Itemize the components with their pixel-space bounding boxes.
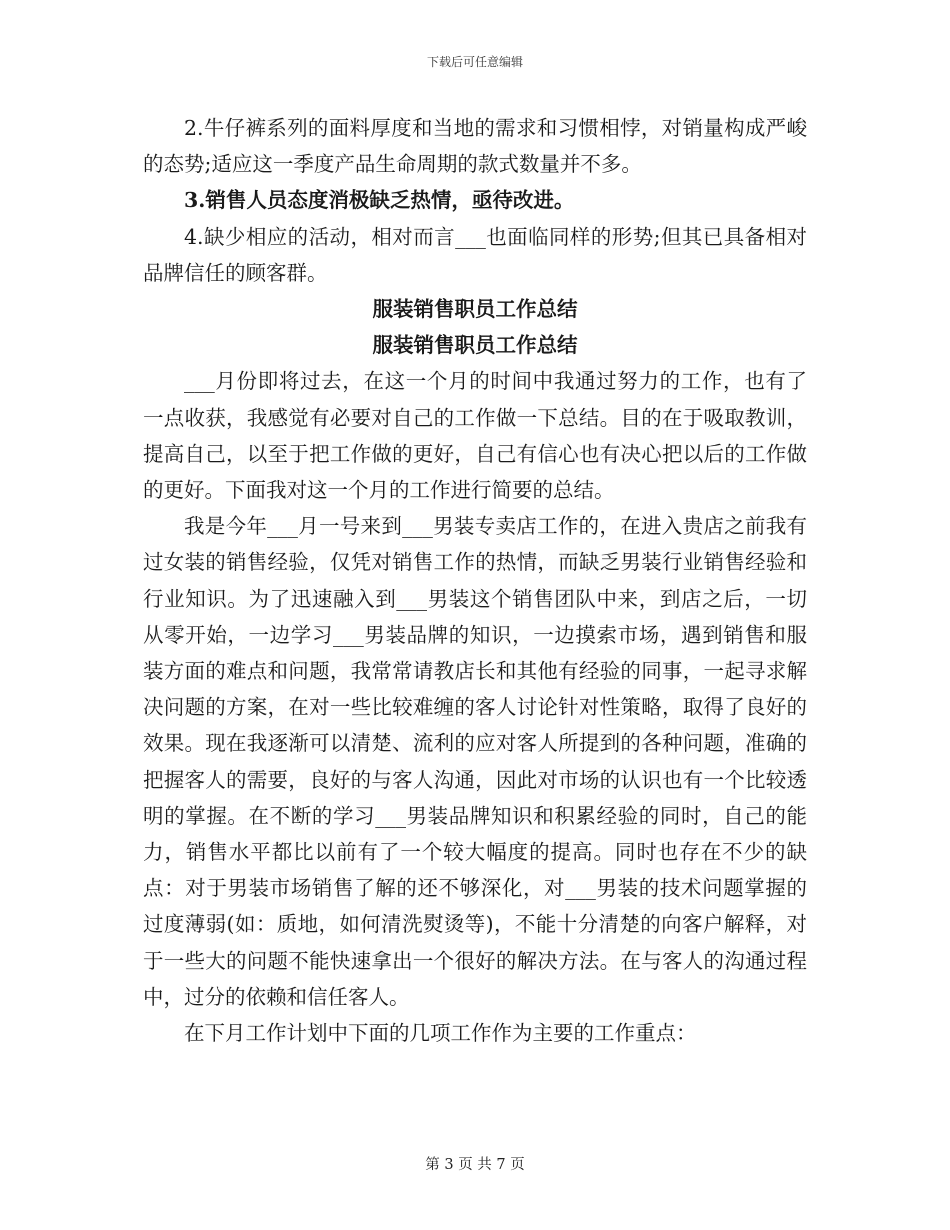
section-subtitle: 服装销售职员工作总结 — [372, 333, 578, 358]
page-footer: 第 3 页 共 7 页 — [425, 1157, 525, 1173]
paragraph-intro: ___月份即将过去，在这一个月的时间中我通过努力的工作，也有了一点收获，我感觉有必要对自己的工作做一下总结。目的在于吸取教训，提高自己，以至于把工作做的更好，自己有信心也有决心把以后的工作做的更好。下面我对这一个月的工作进行简要的总结。 — [143, 369, 807, 503]
paragraph-next-month-plan: 在下月工作计划中下面的几项工作作为主要的工作重点： — [184, 1021, 697, 1046]
paragraph-staff-attitude: 3.销售人员态度消极缺乏热情，亟待改进。 — [184, 188, 575, 213]
paragraph-experience: 我是今年___月一号来到___男装专卖店工作的，在进入贵店之前我有过女装的销售经验，仅凭对销售工作的热情，而缺乏男装行业销售经验和行业知识。为了迅速融入到___男装这个销售团队中来，到店之后，一切从零开始，一边学习___男装品牌的知识，一边摸索市场，遇到销售和服装方面的难点和问题，我常常请教店长和其他有经验的同事，一起寻求解决问题的方案，在对一些比较难缠的客人讨论针对性策略，取得了良好的效果。现在我逐渐可以清楚、流利的应对客人所提到的各种问题，准确的把握客人的需要，良好的与客人沟通，因此对市场的认识也有一个比较透明的掌握。在不断的学习___男装品牌知识和积累经验的同时，自己的能力，销售水平都比以前有了一个较大幅度的提高。同时也存在不少的缺点：对于男装市场销售了解的还不够深化，对___男装的技术问题掌握的过度薄弱(如：质地，如何清洗熨烫等)，不能十分清楚的向客户解释，对于一些大的问题不能快速拿出一个很好的解决方法。在与客人的沟通过程中，过分的依赖和信任客人。 — [143, 514, 807, 1009]
paragraph-lack-of-activities: 4.缺少相应的活动，相对而言___也面临同样的形势;但其已具备相对品牌信任的顾客群。 — [143, 224, 807, 285]
section-title: 服装销售职员工作总结 — [372, 297, 578, 322]
page-header: 下载后可任意编辑 — [426, 55, 523, 69]
document-body — [143, 110, 807, 1051]
paragraph-denim-issue: 2.牛仔裤系列的面料厚度和当地的需求和习惯相悖，对销量构成严峻的态势;适应这一季度产品生命周期的款式数量并不多。 — [143, 116, 807, 177]
